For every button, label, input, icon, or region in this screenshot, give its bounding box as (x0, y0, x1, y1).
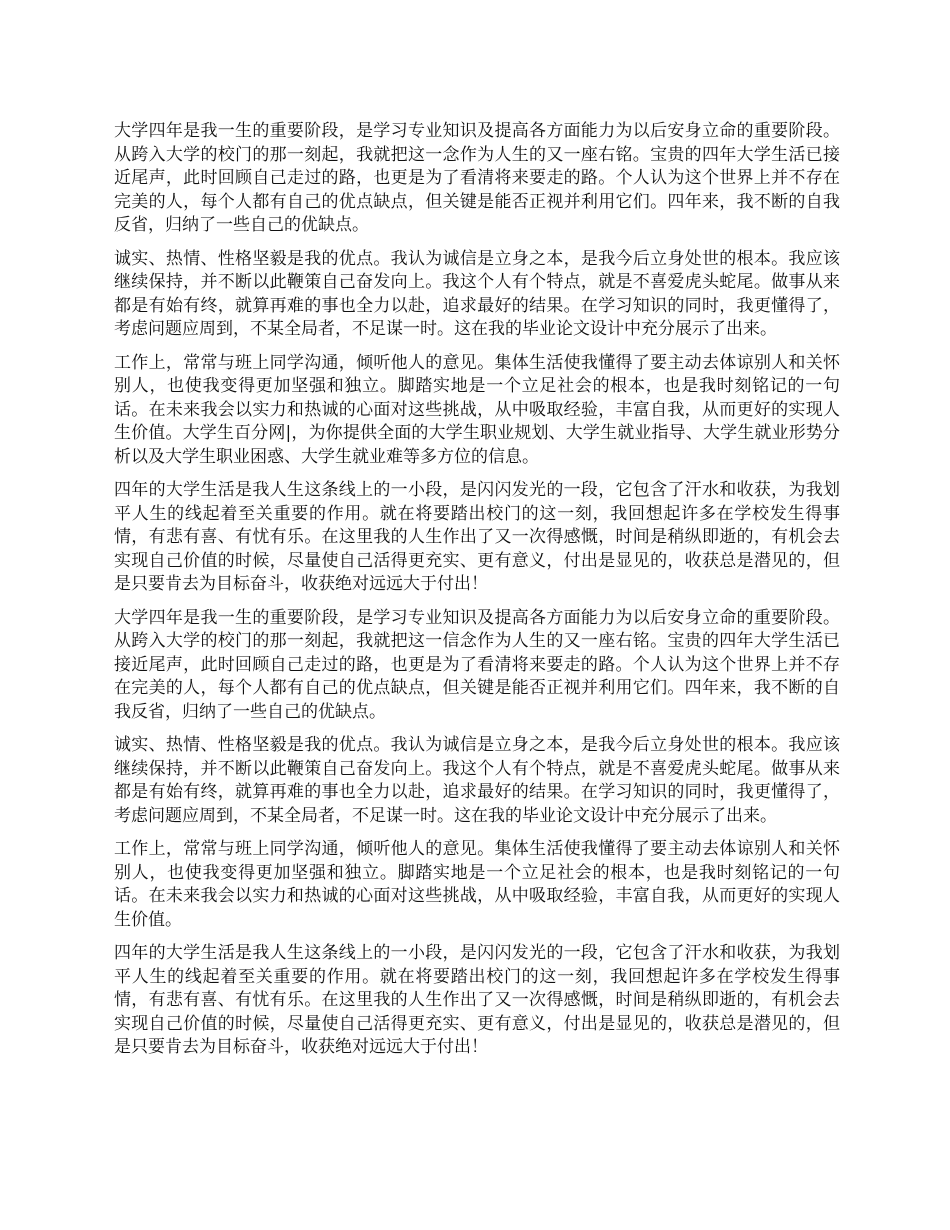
paragraph-2: 诚实、热情、性格坚毅是我的优点。我认为诚信是立身之本，是我今后立身处世的根本。我应该继续保持，并不断以此鞭策自己奋发向上。我这个人有个特点，就是不喜爱虎头蛇尾。做事从来都是有始有终，就算再难的事也全力以赴，追求最好的结果。在学习知识的同时，我更懂得了，考虑问题应周到，不某全局者，不足谋一时。这在我的毕业论文设计中充分展示了出来。 (114, 248, 840, 339)
paragraph-3: 工作上，常常与班上同学沟通，倾听他人的意见。集体生活使我懂得了要主动去体谅别人和关怀别人，也使我变得更加坚强和独立。脚踏实地是一个立足社会的根本，也是我时刻铭记的一句话。在未来我会以实力和热诚的心面对这些挑战，从中吸取经验，丰富自我，从而更好的实现人生价值。大学生百分网|，为你提供全面的大学生职业规划、大学生就业指导、大学生就业形势分析以及大学生职业困惑、大学生就业难等多方位的信息。 (114, 352, 840, 467)
paragraph-8: 四年的大学生活是我人生这条线上的一小段，是闪闪发光的一段，它包含了汗水和收获，为我划平人生的线起着至关重要的作用。就在将要踏出校门的这一刻，我回想起许多在学校发生得事情，有悲有喜、有忧有乐。在这里我的人生作出了又一次得感慨，时间是稍纵即逝的，有机会去实现自己价值的时候，尽量使自己活得更充实、更有意义，付出是显见的，收获总是潜见的，但是只要肯去为目标奋斗，收获绝对远远大于付出！ (114, 943, 840, 1057)
paragraph-6: 诚实、热情、性格坚毅是我的优点。我认为诚信是立身之本，是我今后立身处世的根本。我应该继续保持，并不断以此鞭策自己奋发向上。我这个人有个特点，就是不喜爱虎头蛇尾。做事从来都是有始有终，就算再难的事也全力以赴，追求最好的结果。在学习知识的同时，我更懂得了，考虑问题应周到，不某全局者，不足谋一时。这在我的毕业论文设计中充分展示了出来。 (114, 735, 840, 826)
paragraph-4: 四年的大学生活是我人生这条线上的一小段，是闪闪发光的一段，它包含了汗水和收获，为我划平人生的线起着至关重要的作用。就在将要踏出校门的这一刻，我回想起许多在学校发生得事情，有悲有喜、有忧有乐。在这里我的人生作出了又一次得感慨，时间是稍纵即逝的，有机会去实现自己价值的时候，尽量使自己活得更充实、更有意义，付出是显见的，收获总是潜见的，但是只要肯去为目标奋斗，收获绝对远远大于付出！ (114, 480, 840, 594)
paragraph-7: 工作上，常常与班上同学沟通，倾听他人的意见。集体生活使我懂得了要主动去体谅别人和关怀别人，也使我变得更加坚强和独立。脚踏实地是一个立足社会的根本，也是我时刻铭记的一句话。在未来我会以实力和热诚的心面对这些挑战，从中吸取经验，丰富自我，从而更好的实现人生价值。 (114, 839, 840, 930)
paragraph-1: 大学四年是我一生的重要阶段，是学习专业知识及提高各方面能力为以后安身立命的重要阶段。从跨入大学的校门的那一刻起，我就把这一念作为人生的又一座右铭。宝贵的四年大学生活已接近尾声，此时回顾自己走过的路，也更是为了看清将来要走的路。个人认为这个世界上并不存在完美的人，每个人都有自己的优点缺点，但关键是能否正视并利用它们。四年来，我不断的自我反省，归纳了一些自己的优缺点。 (114, 121, 840, 235)
paragraph-5: 大学四年是我一生的重要阶段，是学习专业知识及提高各方面能力为以后安身立命的重要阶段。从跨入大学的校门的那一刻起，我就把这一信念作为人生的又一座右铭。宝贵的四年大学生活已接近尾声，此时回顾自己走过的路，也更是为了看清将来要走的路。个人认为这个世界上并不存在完美的人，每个人都有自己的优点缺点，但关键是能否正视并利用它们。四年来，我不断的自我反省，归纳了一些自己的优缺点。 (114, 607, 840, 722)
document-body (114, 120, 840, 1070)
